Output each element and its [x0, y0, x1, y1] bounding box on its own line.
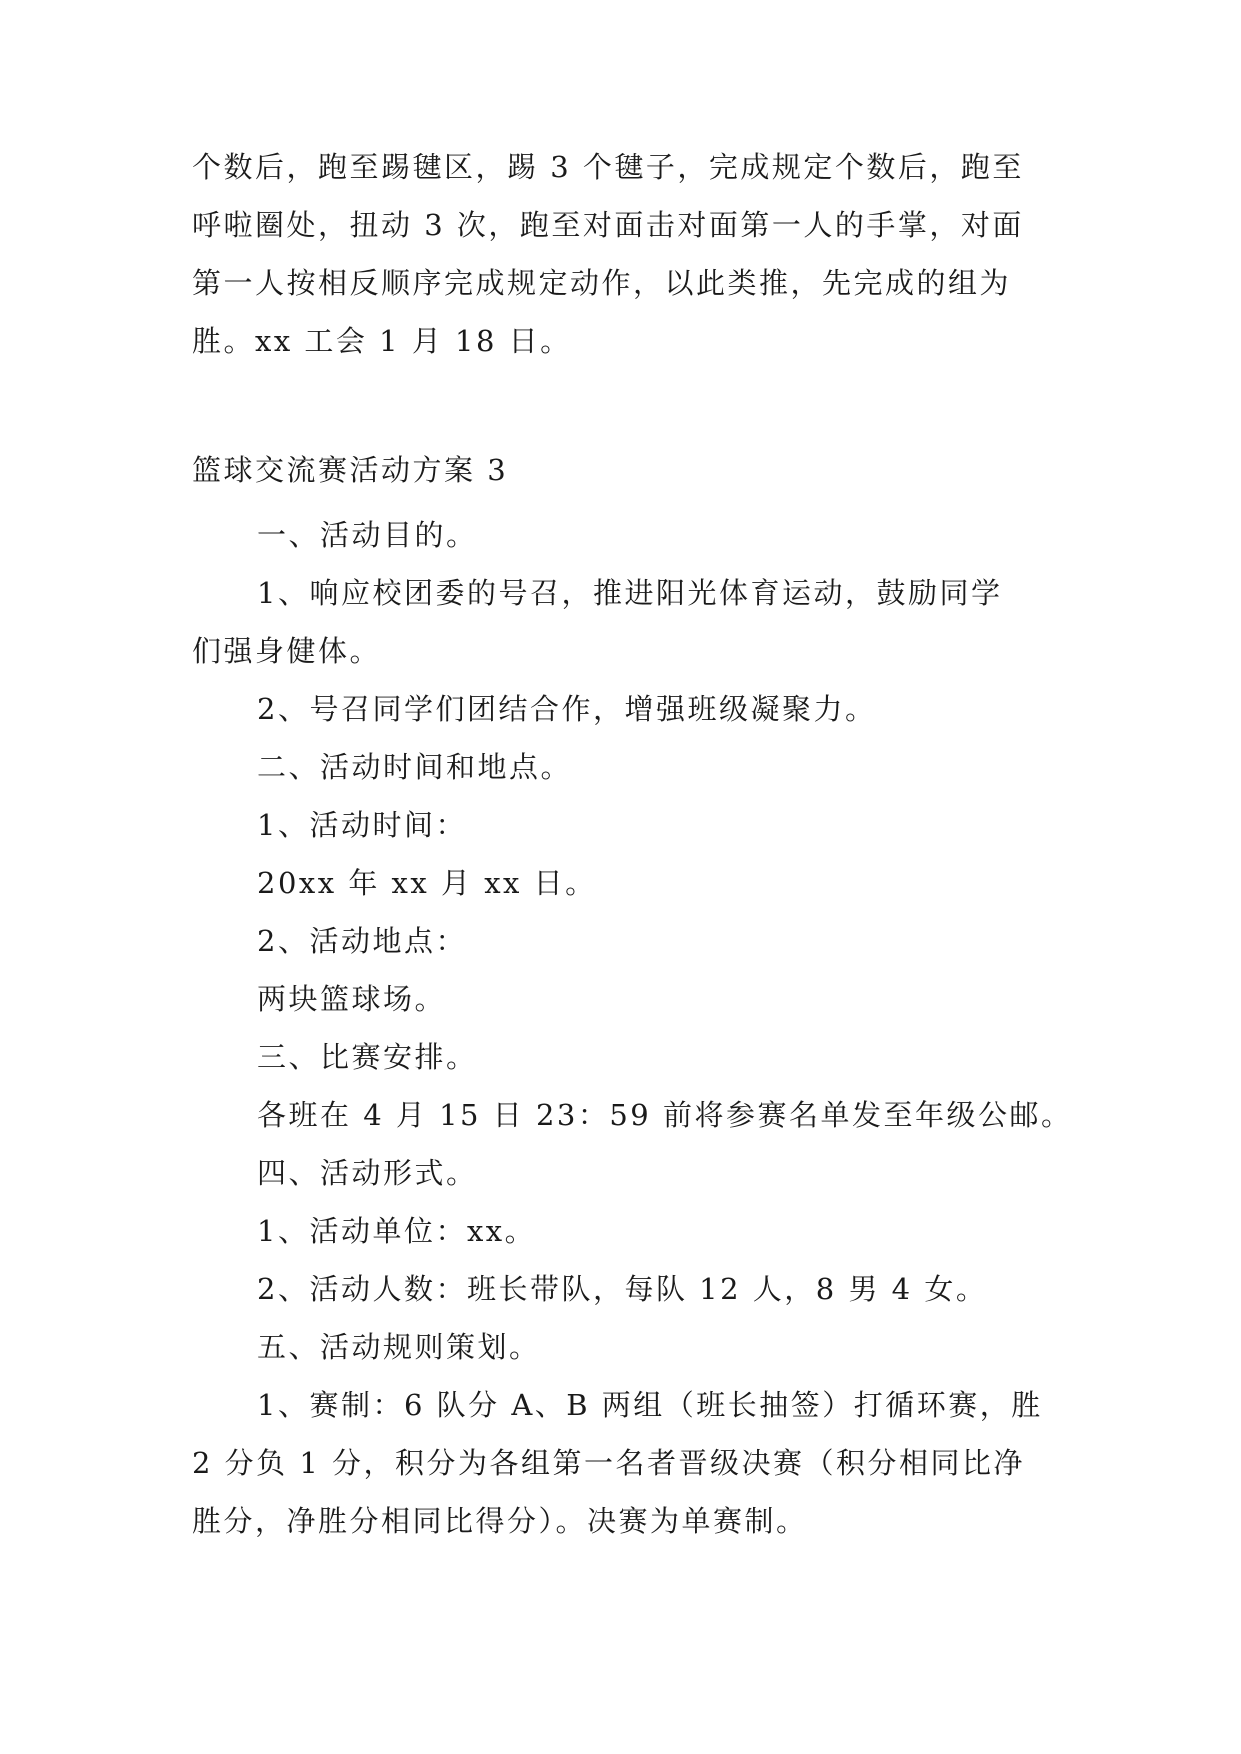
heading-format: 四、活动形式。 — [257, 1156, 478, 1190]
paragraph-line: 各班在 4 月 15 日 23：59 前将参赛名单发至年级公邮。 — [257, 1098, 1073, 1132]
paragraph-line: 20xx 年 xx 月 xx 日。 — [257, 866, 597, 900]
intro-line: 个数后，跑至踢毽区，踢 3 个毽子，完成规定个数后，跑至 — [192, 150, 1024, 184]
intro-line: 胜。xx 工会 1 月 18 日。 — [192, 324, 572, 358]
intro-paragraph — [192, 138, 1072, 370]
paragraph-line: 1、活动时间： — [257, 808, 467, 842]
paragraph-line: 2、号召同学们团结合作，增强班级凝聚力。 — [257, 692, 877, 726]
paragraph-line: 1、响应校团委的号召，推进阳光体育运动，鼓励同学 — [257, 576, 1003, 610]
plan-body — [192, 506, 1072, 1550]
paragraph-line: 2、活动人数：班长带队，每队 12 人，8 男 4 女。 — [257, 1272, 988, 1306]
intro-line: 第一人按相反顺序完成规定动作，以此类推，先完成的组为 — [192, 266, 1012, 300]
heading-schedule: 三、比赛安排。 — [257, 1040, 478, 1074]
paragraph-line: 胜分，净胜分相同比得分）。决赛为单赛制。 — [192, 1504, 808, 1538]
paragraph-line: 两块篮球场。 — [257, 982, 447, 1016]
heading-time-place: 二、活动时间和地点。 — [257, 750, 573, 784]
intro-line: 呼啦圈处，扭动 3 次，跑至对面击对面第一人的手掌，对面 — [192, 208, 1024, 242]
paragraph-line: 2、活动地点： — [257, 924, 467, 958]
paragraph-line: 2 分负 1 分，积分为各组第一名者晋级决赛（积分相同比净 — [192, 1446, 1026, 1480]
paragraph-line: 1、赛制：6 队分 A、B 两组（班长抽签）打循环赛，胜 — [257, 1388, 1043, 1422]
heading-purpose: 一、活动目的。 — [257, 518, 478, 552]
paragraph-line: 们强身健体。 — [192, 634, 382, 668]
heading-rules: 五、活动规则策划。 — [257, 1330, 541, 1364]
section-title: 篮球交流赛活动方案 3 — [192, 453, 509, 487]
paragraph-line: 1、活动单位：xx。 — [257, 1214, 537, 1248]
